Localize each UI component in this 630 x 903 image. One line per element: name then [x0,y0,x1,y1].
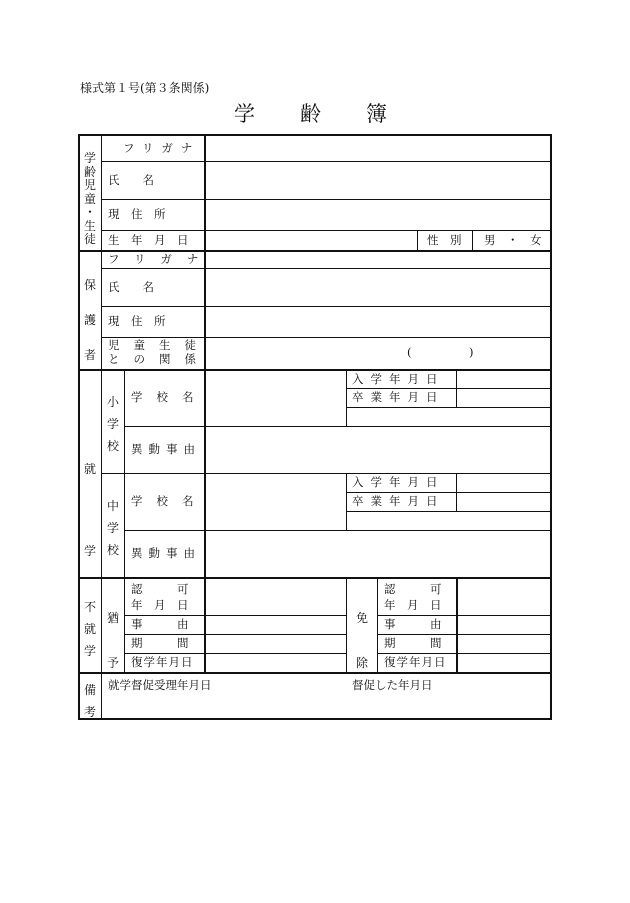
elementary-school-label: 小 学 校 [106,395,119,453]
student-furigana-label: フリガナ [123,141,201,155]
form-number: 様式第１号(第３条関係) [80,81,210,95]
guardian-name-label: 氏 名 [108,280,154,294]
exemption-label: 免 除 [355,611,368,670]
exemption-approval-date-label-1: 認 可 [384,582,442,596]
guardian-relation-label-2: との関係 [108,352,210,366]
postponement-return-date-label: 復学年月日 [131,655,194,669]
postponement-approval-date-label-1: 認 可 [131,582,189,596]
elementary-graduation-date-label: 卒業年月日 [352,390,445,404]
junior-entry-date-label: 入学年月日 [352,475,445,489]
student-name-label: 氏 名 [108,173,154,187]
elementary-entry-date-label: 入学年月日 [352,372,445,386]
remarks-receipt-date-label: 就学督促受理年月日 [108,678,212,692]
exemption-approval-date-label-2: 年 月 日 [384,598,442,612]
guardian-address-label: 現 住 所 [108,314,166,328]
page-title: 学 齢 簿 [234,102,388,126]
enrollment-section-label: 就 学 [83,462,96,558]
junior-graduation-date-label: 卒業年月日 [352,494,445,508]
guardian-section-label: 保 護 者 [83,278,96,362]
junior-school-name-label: 学校名 [131,494,208,508]
exemption-reason-label: 事 由 [384,617,442,631]
remarks-reminder-date-label: 督促した年月日 [352,678,433,692]
junior-transfer-reason-label: 異動事由 [131,546,201,560]
guardian-relation-paren: ( ) [407,345,474,359]
student-gender-label: 性 別 [427,233,462,247]
postponement-reason-label: 事 由 [131,617,189,631]
student-address-label: 現 住 所 [108,207,166,221]
guardian-furigana-label: フリガナ [108,252,214,266]
postponement-label: 猶 予 [106,611,119,670]
guardian-relation-label-1: 児童生徒 [108,338,210,352]
exemption-period-label: 期 間 [384,636,442,650]
elementary-school-name-label: 学校名 [131,390,208,404]
remarks-section-label: 備 考 [83,683,96,719]
elementary-transfer-reason-label: 異動事由 [131,442,201,456]
exemption-return-date-label: 復学年月日 [384,655,447,669]
student-gender-options: 男 ・ 女 [484,233,542,247]
student-section-label: 学 齢 児 童 ・ 生 徒 [83,151,96,246]
junior-high-school-label: 中 学 校 [106,499,119,557]
student-birthdate-label: 生 年 月 日 [108,233,189,247]
postponement-period-label: 期 間 [131,636,189,650]
non-attendance-section-label: 不 就 学 [83,600,96,658]
postponement-approval-date-label-2: 年 月 日 [131,598,189,612]
